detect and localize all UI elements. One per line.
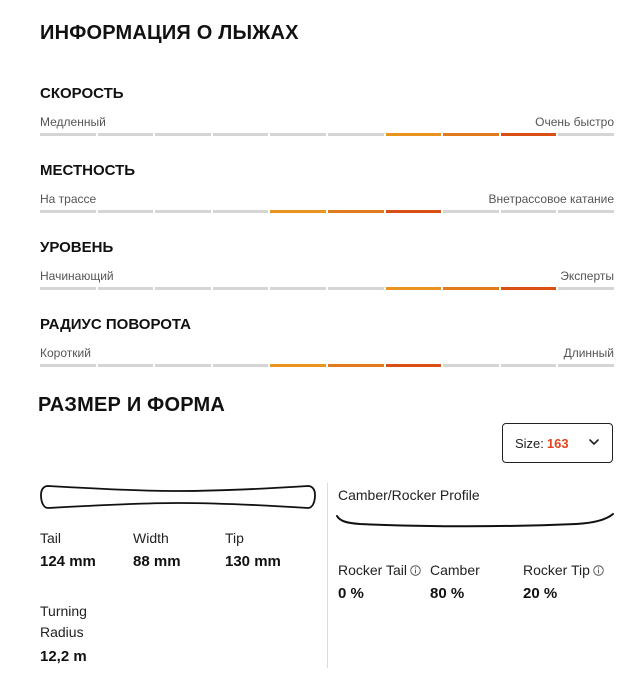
- attribute-speed: [40, 85, 614, 136]
- turning-radius-value: 12,2 m: [40, 648, 87, 665]
- scale-segment: [443, 364, 499, 367]
- scale-segment: [386, 210, 442, 213]
- attribute-title: МЕСТНОСТЬ: [40, 162, 136, 179]
- scale-segment: [386, 364, 442, 367]
- scale-segment: [328, 133, 384, 136]
- scale-segment: [270, 133, 326, 136]
- section-title-ski-info: ИНФОРМАЦИЯ О ЛЫЖАХ: [40, 22, 299, 44]
- rocker-tip-label: [523, 562, 604, 578]
- scale-segment: [501, 210, 557, 213]
- tail-value: 124 mm: [40, 553, 96, 570]
- scale-segment: [328, 210, 384, 213]
- rocker-tail-label-text: Rocker Tail: [338, 562, 407, 578]
- scale-high-label: Длинный: [563, 346, 614, 360]
- scale-segment: [40, 133, 96, 136]
- info-icon[interactable]: [593, 565, 604, 576]
- attribute-title: РАДИУС ПОВОРОТА: [40, 316, 191, 333]
- vertical-divider: [327, 483, 328, 668]
- info-icon[interactable]: [410, 565, 421, 576]
- scale-segment: [40, 364, 96, 367]
- scale-low-label: На трассе: [40, 192, 97, 206]
- tip-label: Tip: [225, 530, 244, 546]
- scale-segment: [40, 287, 96, 290]
- scale-segment: [443, 287, 499, 290]
- scale-segment: [155, 210, 211, 213]
- rocker-tail-label: [338, 562, 421, 578]
- profile-title: Camber/Rocker Profile: [338, 487, 480, 503]
- turning-radius-label-line-2: Radius: [40, 624, 84, 640]
- scale-segment: [213, 364, 269, 367]
- attribute-turning-radius: [40, 316, 614, 367]
- scale-low-label: Короткий: [40, 346, 91, 360]
- scale-segment: [501, 133, 557, 136]
- scale-segment: [98, 210, 154, 213]
- attribute-terrain: [40, 162, 614, 213]
- rating-scale: [40, 287, 614, 290]
- attribute-title: УРОВЕНЬ: [40, 239, 114, 256]
- scale-segment: [213, 287, 269, 290]
- scale-segment: [558, 133, 614, 136]
- tip-value: 130 mm: [225, 553, 281, 570]
- scale-segment: [386, 287, 442, 290]
- section-title-size-shape: РАЗМЕР И ФОРМА: [38, 394, 225, 416]
- scale-high-label: Внетрассовое катание: [488, 192, 614, 206]
- camber-rocker-profile-curve: [336, 512, 616, 534]
- scale-segment: [443, 133, 499, 136]
- scale-segment: [501, 364, 557, 367]
- rocker-tip-label-text: Rocker Tip: [523, 562, 590, 578]
- scale-segment: [98, 133, 154, 136]
- size-select-value: 163: [546, 436, 569, 451]
- scale-segment: [98, 287, 154, 290]
- scale-high-label: Очень быстро: [535, 115, 614, 129]
- scale-segment: [213, 210, 269, 213]
- rating-scale: [40, 364, 614, 367]
- rocker-tail-value: 0 %: [338, 585, 364, 602]
- camber-value: 80 %: [430, 585, 465, 602]
- size-select-label: Size:: [515, 436, 544, 451]
- rocker-tip-value: 20 %: [523, 585, 558, 602]
- width-label: Width: [133, 530, 169, 546]
- attribute-level: [40, 239, 614, 290]
- ski-shape-outline: [40, 483, 316, 511]
- scale-segment: [270, 210, 326, 213]
- chevron-down-icon: [586, 434, 602, 450]
- scale-segment: [558, 287, 614, 290]
- scale-segment: [155, 133, 211, 136]
- camber-label: Camber: [430, 562, 480, 578]
- scale-segment: [443, 210, 499, 213]
- size-select[interactable]: [502, 423, 613, 463]
- width-value: 88 mm: [133, 553, 181, 570]
- scale-low-label: Начинающий: [40, 269, 114, 283]
- scale-segment: [328, 287, 384, 290]
- scale-low-label: Медленный: [40, 115, 106, 129]
- attribute-title: СКОРОСТЬ: [40, 85, 124, 102]
- tail-label: Tail: [40, 530, 62, 546]
- scale-segment: [155, 287, 211, 290]
- rating-scale: [40, 210, 614, 213]
- scale-segment: [155, 364, 211, 367]
- scale-high-label: Эксперты: [560, 269, 614, 283]
- scale-segment: [558, 210, 614, 213]
- scale-segment: [270, 287, 326, 290]
- turning-radius-label-line-1: Turning: [40, 603, 87, 619]
- scale-segment: [40, 210, 96, 213]
- scale-segment: [213, 133, 269, 136]
- rating-scale: [40, 133, 614, 136]
- scale-segment: [270, 364, 326, 367]
- scale-segment: [98, 364, 154, 367]
- scale-segment: [558, 364, 614, 367]
- scale-segment: [386, 133, 442, 136]
- scale-segment: [501, 287, 557, 290]
- scale-segment: [328, 364, 384, 367]
